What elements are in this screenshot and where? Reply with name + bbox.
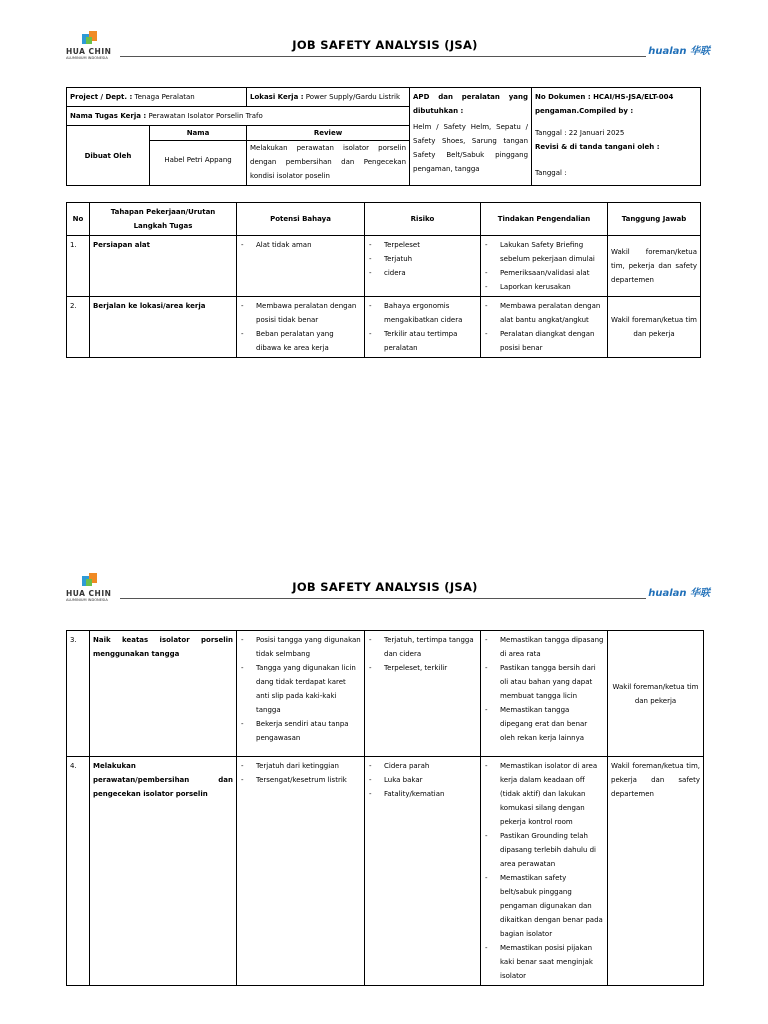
nama-header: Nama — [150, 126, 246, 141]
page-header — [60, 572, 710, 606]
list-item: - Tersengat/kesetrum listrik — [240, 773, 361, 787]
row-risiko — [365, 236, 481, 297]
list-item: - Memastikan tangga dipegang erat dan benar oleh rekan kerja lainnya — [484, 703, 604, 745]
row-potensi — [237, 236, 365, 297]
review-cell — [247, 126, 410, 186]
document-title: JOB SAFETY ANALYSIS (JSA) — [292, 580, 478, 594]
page-2 — [0, 512, 768, 1024]
compiled-date: Tanggal : 22 Januari 2025 — [535, 129, 625, 137]
row-tahapan: Melakukan perawatan/pembersihan dan pengecekan isolator porselin — [90, 757, 237, 986]
logo-subtext: ALUMINIUM INDONESIA — [66, 598, 108, 602]
row-potensi — [237, 631, 365, 757]
list-item: - Terjatuh — [368, 252, 477, 266]
list-item: - Terkilir atau tertimpa peralatan — [368, 327, 477, 355]
list-item: - Memastikan isolator di area kerja dalam keadaan off (tidak aktif) dan lakukan komukasi silang dengan pekerja kontrol room — [484, 759, 604, 829]
col-header-tindakan: Tindakan Pengendalian — [481, 203, 608, 236]
list-item: - Pemeriksaan/validasi alat — [484, 266, 604, 280]
revisi-label: Revisi & di tanda tangani oleh : — [535, 143, 660, 151]
list-item: - Membawa peralatan dengan posisi tidak benar — [240, 299, 361, 327]
list-item: - Memastikan posisi pijakan kaki benar saat menginjak isolator — [484, 941, 604, 983]
table-row — [67, 631, 704, 757]
col-header-tahapan: Tahapan Pekerjaan/Urutan Langkah Tugas — [90, 203, 237, 236]
row-tindakan — [481, 757, 608, 986]
lokasi-cell — [247, 88, 410, 107]
jsa-table-2 — [66, 630, 704, 986]
list-item: - Memastikan safety belt/sabuk pinggang pengaman digunakan dan dikaitkan dengan benar pada bagian isolator — [484, 871, 604, 941]
row-tindakan — [481, 631, 608, 757]
row-tanggung: Wakil foreman/ketua tim dan pekerja — [608, 631, 704, 757]
row-no: 1. — [67, 236, 90, 297]
list-item: - Terjatuh, tertimpa tangga dan cidera — [368, 633, 477, 661]
apd-value: Helm / Safety Helm, Sepatu / Safety Shoes, Sarung tangan Safety Belt/Sabuk pinggang pengaman, tangga — [413, 123, 529, 173]
list-item: - Laporkan kerusakan — [484, 280, 604, 294]
col-header-potensi: Potensi Bahaya — [237, 203, 365, 236]
row-tanggung: Wakil foreman/ketua tim dan pekerja — [608, 297, 701, 358]
list-item: - Beban peralatan yang dibawa ke area kerja — [240, 327, 361, 355]
info-table — [66, 87, 701, 186]
list-item: - cidera — [368, 266, 477, 280]
logo-subtext: ALUMINIUM INDONESIA — [66, 56, 108, 60]
row-tindakan — [481, 236, 608, 297]
compiled-by-label: pengaman.Compiled by : — [535, 107, 634, 115]
row-tahapan: Berjalan ke lokasi/area kerja — [90, 297, 237, 358]
project-label: Project / Dept. : — [70, 93, 133, 101]
revisi-date: Tanggal : — [535, 169, 567, 177]
row-tanggung: Wakil foreman/ketua tim, pekerja dan safety departemen — [608, 236, 701, 297]
logo-text: HUA CHIN — [66, 589, 112, 598]
lokasi-value: Power Supply/Gardu Listrik — [303, 93, 401, 101]
list-item: - Alat tidak aman — [240, 238, 361, 252]
row-tahapan: Persiapan alat — [90, 236, 237, 297]
review-header: Review — [247, 126, 409, 141]
tugas-value: Perawatan Isolator Porselin Trafo — [146, 112, 263, 120]
row-risiko — [365, 631, 481, 757]
lokasi-label: Lokasi Kerja : — [250, 93, 304, 101]
list-item: - Pastikan Grounding telah dipasang terlebih dahulu di area perawatan — [484, 829, 604, 871]
nama-cell — [150, 126, 247, 186]
document-info-cell — [532, 88, 701, 186]
list-item: - Lakukan Safety Briefing sebelum pekerjaan dimulai — [484, 238, 604, 266]
row-potensi — [237, 297, 365, 358]
hualan-logo: hualan 华联 — [648, 46, 710, 57]
list-item: - Pastikan tangga bersih dari oli atau bahan yang dapat membuat tangga licin — [484, 661, 604, 703]
list-item: - Terjatuh dari ketinggian — [240, 759, 361, 773]
tugas-label: Nama Tugas Kerja : — [70, 112, 147, 120]
header-divider — [120, 598, 646, 599]
list-item: - Bekerja sendiri atau tanpa pengawasan — [240, 717, 361, 745]
project-cell — [67, 88, 247, 107]
list-item: - Peralatan diangkat dengan posisi benar — [484, 327, 604, 355]
row-tahapan: Naik keatas isolator porselin menggunakan tangga — [90, 631, 237, 757]
list-item: - Terpeleset, terkilir — [368, 661, 477, 675]
header-divider — [120, 56, 646, 57]
col-header-risiko: Risiko — [365, 203, 481, 236]
list-item: - Membawa peralatan dengan alat bantu angkat/angkut — [484, 299, 604, 327]
project-value: Tenaga Peralatan — [132, 93, 195, 101]
logo-text: HUA CHIN — [66, 47, 112, 56]
review-value: Melakukan perawatan isolator porselin dengan pembersihan dan Pengecekan kondisi isolator poselin — [250, 144, 407, 180]
row-no: 2. — [67, 297, 90, 358]
row-tindakan — [481, 297, 608, 358]
list-item: - Cidera parah — [368, 759, 477, 773]
tugas-cell — [67, 107, 410, 126]
row-risiko — [365, 757, 481, 986]
table-row — [67, 236, 701, 297]
list-item: - Terpeleset — [368, 238, 477, 252]
list-item: - Luka bakar — [368, 773, 477, 787]
table-row — [67, 757, 704, 986]
document-title: JOB SAFETY ANALYSIS (JSA) — [292, 38, 478, 52]
list-item: - Bahaya ergonomis mengakibatkan cidera — [368, 299, 477, 327]
page-header — [60, 30, 710, 64]
nama-value: Habel Petri Appang — [164, 156, 232, 164]
doc-number: No Dokumen : HCAI/HS-JSA/ELT-004 — [535, 93, 674, 101]
jsa-table-1 — [66, 202, 701, 358]
list-item: - Memastikan tangga dipasang di area rata — [484, 633, 604, 661]
list-item: - Fatality/kematian — [368, 787, 477, 801]
dibuat-oleh-label: Dibuat Oleh — [67, 126, 150, 186]
apd-label: APD dan peralatan yang dibutuhkan : — [413, 93, 529, 115]
row-risiko — [365, 297, 481, 358]
col-header-no: No — [67, 203, 90, 236]
apd-cell — [410, 88, 532, 186]
hualan-logo: hualan 华联 — [648, 588, 710, 599]
row-tanggung: Wakil foreman/ketua tim, pekerja dan safety departemen — [608, 757, 704, 986]
row-no: 4. — [67, 757, 90, 986]
row-no: 3. — [67, 631, 90, 757]
row-potensi — [237, 757, 365, 986]
col-header-tanggung: Tanggung Jawab — [608, 203, 701, 236]
list-item: - Tangga yang digunakan licin dang tidak terdapat karet anti slip pada kaki-kaki tangga — [240, 661, 361, 717]
list-item: - Posisi tangga yang digunakan tidak selmbang — [240, 633, 361, 661]
table-row — [67, 297, 701, 358]
